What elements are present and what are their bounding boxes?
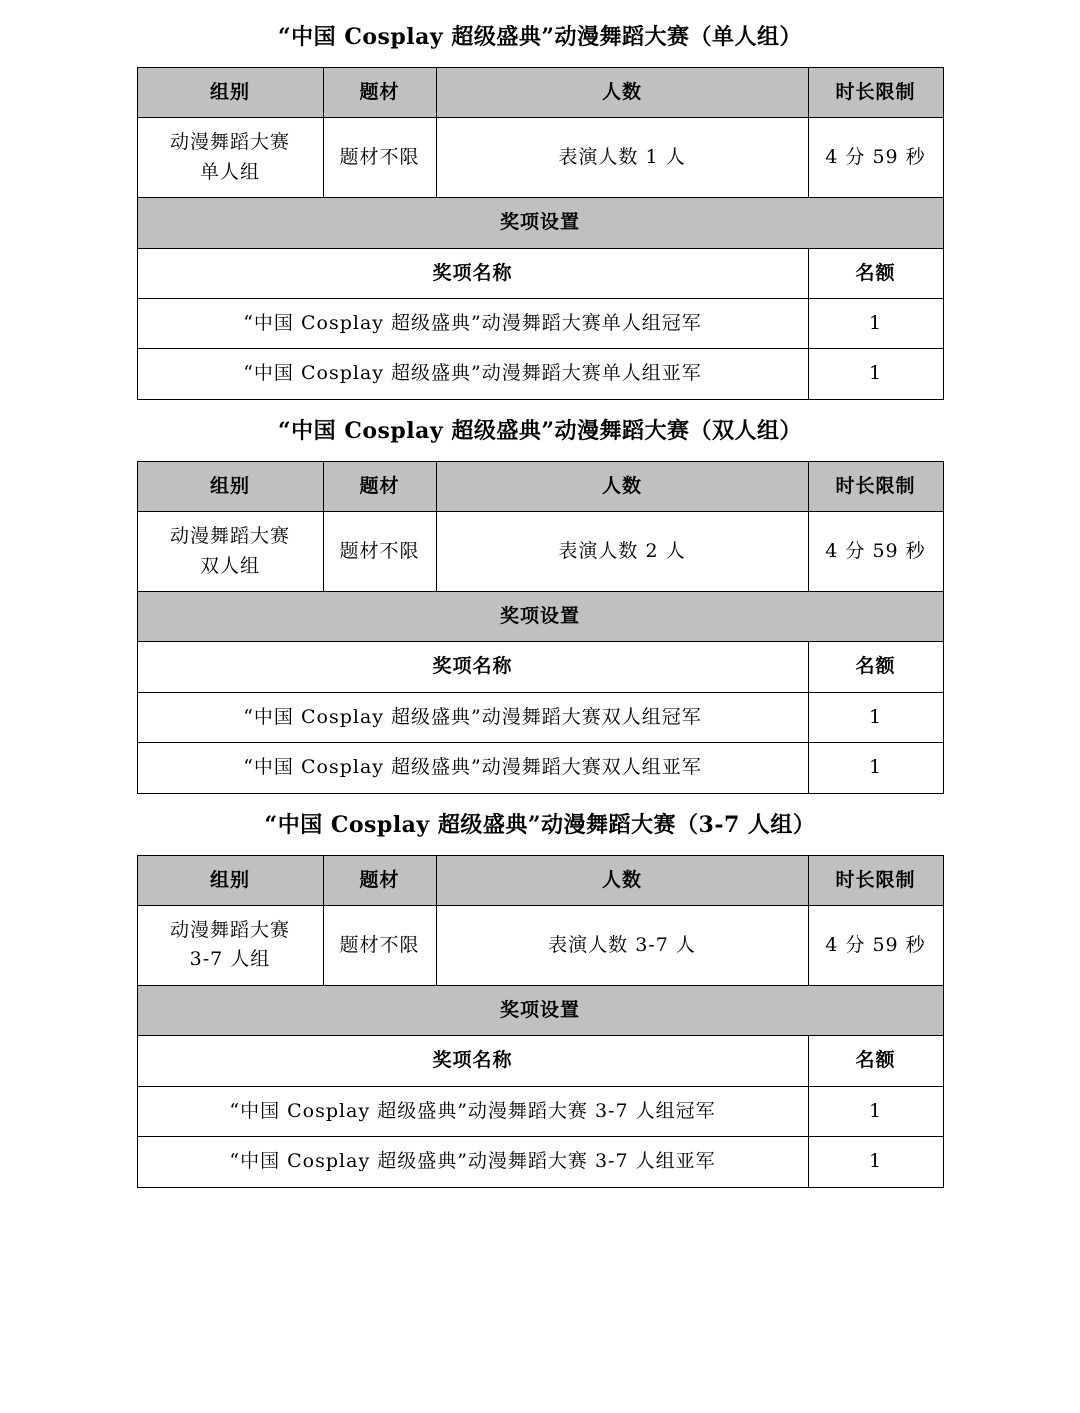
cell-award-quota: 1 — [808, 349, 943, 399]
cell-group-line2: 单人组 — [199, 160, 260, 183]
award-settings-header: 奖项设置 — [137, 591, 943, 641]
cell-award-quota: 1 — [808, 743, 943, 793]
table-row — [137, 692, 943, 742]
cell-group — [137, 512, 323, 592]
cell-group — [137, 118, 323, 198]
cell-award-quota: 1 — [808, 1086, 943, 1136]
cell-award-name: “中国 Cosplay 超级盛典”动漫舞蹈大赛单人组冠军 — [137, 298, 808, 348]
column-header-theme: 题材 — [323, 855, 436, 905]
cell-group-line2: 3-7 人组 — [189, 948, 271, 971]
column-header-duration: 时长限制 — [808, 855, 943, 905]
table-row — [137, 1086, 943, 1136]
cell-group-line2: 双人组 — [199, 554, 260, 577]
section-solo-group — [0, 22, 1080, 400]
column-header-people: 人数 — [436, 855, 808, 905]
page-title: “中国 Cosplay 超级盛典”动漫舞蹈大赛（单人组） — [278, 24, 802, 50]
column-header-quota: 名额 — [808, 1036, 943, 1086]
table-row — [137, 512, 943, 592]
table-row — [137, 248, 943, 298]
cell-duration: 4 分 59 秒 — [808, 118, 943, 198]
table-row — [137, 349, 943, 399]
table-row — [137, 642, 943, 692]
cell-award-name: “中国 Cosplay 超级盛典”动漫舞蹈大赛 3-7 人组冠军 — [137, 1086, 808, 1136]
table-row — [137, 1036, 943, 1086]
table-row — [137, 985, 943, 1035]
section-3-7-group — [0, 810, 1080, 1188]
table-row — [137, 855, 943, 905]
column-header-theme: 题材 — [323, 67, 436, 117]
column-header-award-name: 奖项名称 — [137, 1036, 808, 1086]
award-table — [137, 855, 944, 1188]
cell-group-line1: 动漫舞蹈大赛 — [169, 525, 290, 548]
cell-award-name: “中国 Cosplay 超级盛典”动漫舞蹈大赛单人组亚军 — [137, 349, 808, 399]
column-header-people: 人数 — [436, 461, 808, 511]
column-header-quota: 名额 — [808, 248, 943, 298]
column-header-theme: 题材 — [323, 461, 436, 511]
cell-award-name: “中国 Cosplay 超级盛典”动漫舞蹈大赛双人组亚军 — [137, 743, 808, 793]
table-row — [137, 298, 943, 348]
cell-group-line1: 动漫舞蹈大赛 — [169, 918, 290, 941]
award-settings-header: 奖项设置 — [137, 985, 943, 1035]
award-table — [137, 461, 944, 794]
table-row — [137, 1137, 943, 1187]
award-settings-header: 奖项设置 — [137, 198, 943, 248]
table-row — [137, 905, 943, 985]
cell-group-line1: 动漫舞蹈大赛 — [169, 131, 290, 154]
cell-people: 表演人数 3-7 人 — [436, 905, 808, 985]
cell-theme: 题材不限 — [323, 118, 436, 198]
page-title: “中国 Cosplay 超级盛典”动漫舞蹈大赛（3-7 人组） — [264, 811, 816, 838]
cell-group — [137, 905, 323, 985]
column-header-people: 人数 — [436, 67, 808, 117]
cell-theme: 题材不限 — [323, 905, 436, 985]
table-row — [137, 118, 943, 198]
page-title: “中国 Cosplay 超级盛典”动漫舞蹈大赛（双人组） — [278, 417, 802, 444]
cell-people: 表演人数 2 人 — [436, 512, 808, 592]
column-header-group: 组别 — [137, 67, 323, 117]
cell-award-name: “中国 Cosplay 超级盛典”动漫舞蹈大赛 3-7 人组亚军 — [137, 1137, 808, 1187]
cell-duration: 4 分 59 秒 — [808, 905, 943, 985]
column-header-duration: 时长限制 — [808, 67, 943, 117]
cell-theme: 题材不限 — [323, 512, 436, 592]
award-table — [137, 67, 944, 400]
table-row — [137, 198, 943, 248]
cell-award-quota: 1 — [808, 1137, 943, 1187]
section-duo-group — [0, 416, 1080, 794]
column-header-group: 组别 — [137, 855, 323, 905]
cell-people: 表演人数 1 人 — [436, 118, 808, 198]
column-header-quota: 名额 — [808, 642, 943, 692]
cell-duration: 4 分 59 秒 — [808, 512, 943, 592]
column-header-duration: 时长限制 — [808, 461, 943, 511]
table-row — [137, 67, 943, 117]
table-row — [137, 461, 943, 511]
table-row — [137, 743, 943, 793]
cell-award-quota: 1 — [808, 692, 943, 742]
cell-award-name: “中国 Cosplay 超级盛典”动漫舞蹈大赛双人组冠军 — [137, 692, 808, 742]
column-header-group: 组别 — [137, 461, 323, 511]
cell-award-quota: 1 — [808, 298, 943, 348]
column-header-award-name: 奖项名称 — [137, 642, 808, 692]
table-row — [137, 591, 943, 641]
column-header-award-name: 奖项名称 — [137, 248, 808, 298]
